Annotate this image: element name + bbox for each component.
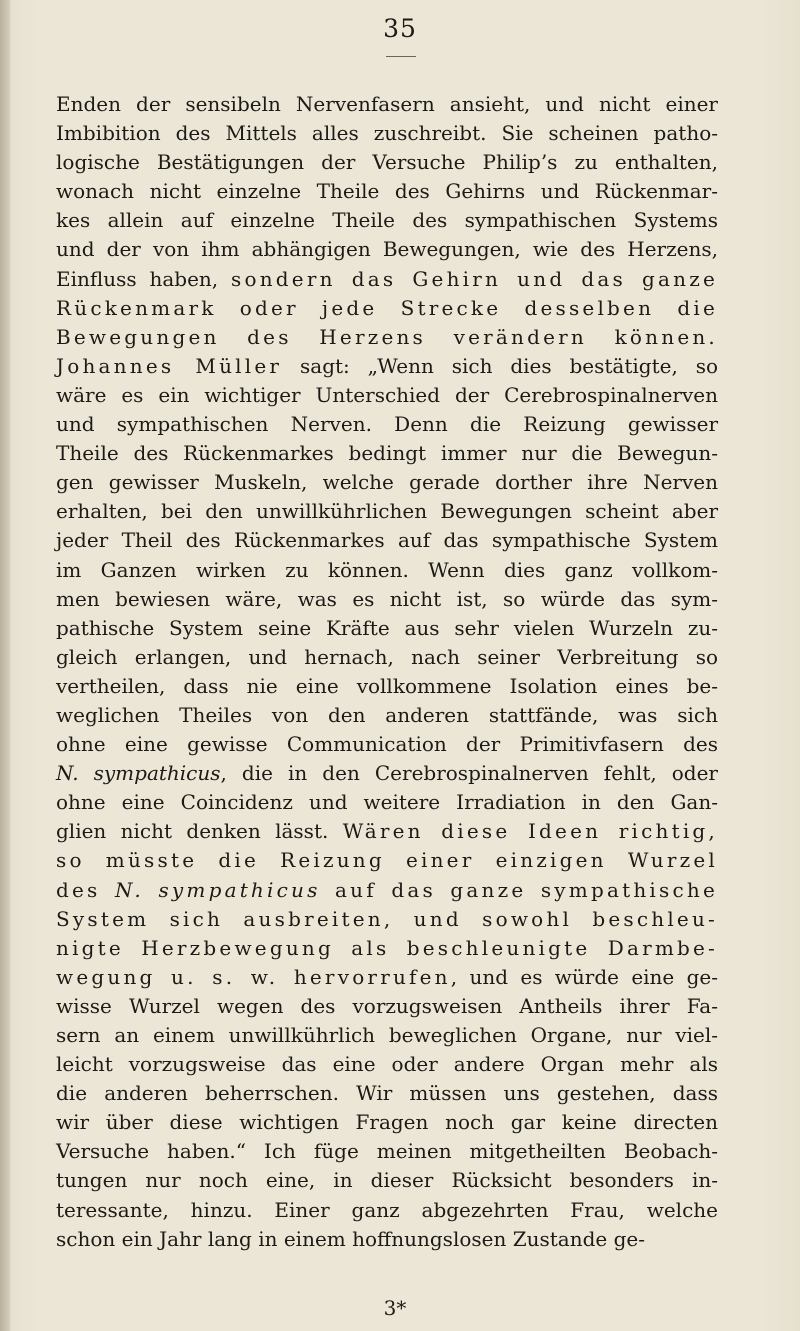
- text-segment: Rückenmark oder jede Strecke desselben die: [56, 295, 718, 320]
- text-line: [56, 1196, 718, 1225]
- text-line: [56, 905, 718, 934]
- text-line: [56, 759, 718, 788]
- text-line: [56, 701, 718, 730]
- text-segment: gleich erlangen, und hernach, nach seiner Verbreitung so: [56, 644, 718, 669]
- text-segment: Versuche haben.“ Ich füge meinen mitgetheilten Beobach-: [56, 1139, 718, 1164]
- text-segment: Theile des Rückenmarkes bedingt immer nur die Bewegun-: [56, 441, 718, 466]
- text-segment: ohne eine Coincidenz und weitere Irradiation in den Gan-: [56, 790, 718, 815]
- text-line: [56, 265, 718, 294]
- text-line: [56, 497, 718, 526]
- text-segment: kes allein auf einzelne Theile des sympathischen Systems: [56, 208, 718, 233]
- text-line: [56, 119, 718, 148]
- text-line: [56, 206, 718, 235]
- text-segment: erhalten, bei den unwillkührlichen Bewegungen scheint aber: [56, 499, 718, 524]
- text-line: [56, 323, 718, 352]
- page-number: 35: [383, 14, 417, 43]
- text-line: [56, 352, 718, 381]
- text-segment: ohne eine gewisse Communication der Primitivfasern des: [56, 732, 718, 757]
- text-segment: und der von ihm abhängigen Bewegungen, wie des Herzens,: [56, 237, 718, 262]
- text-line: [56, 1021, 718, 1050]
- text-line: [56, 963, 718, 992]
- text-segment: leicht vorzugsweise das eine oder andere Organ mehr als: [56, 1052, 718, 1077]
- text-line: [56, 992, 718, 1021]
- text-line: [56, 526, 718, 555]
- page-binding-edge: [0, 0, 10, 1331]
- text-segment: gen gewisser Muskeln, welche gerade dorther ihre Nerven: [56, 470, 718, 495]
- text-line: [56, 1079, 718, 1108]
- text-segment: wisse Wurzel wegen des vorzugsweisen Antheils ihrer Fa-: [56, 993, 718, 1018]
- text-line: [56, 585, 718, 614]
- text-segment: wegung u. s. w. hervorrufen: [56, 964, 451, 989]
- text-segment: Einfluss haben,: [56, 266, 232, 291]
- text-segment: Bewegungen des Herzens verändern können.: [56, 324, 718, 349]
- text-line: [56, 294, 718, 323]
- text-segment: wonach nicht einzelne Theile des Gehirns und Rückenmar-: [56, 179, 718, 204]
- text-line: [56, 846, 718, 875]
- text-segment: auf das ganze sympathische: [320, 877, 718, 902]
- text-line: [56, 876, 718, 905]
- text-segment: Imbibition des Mittels alles zuschreibt. Sie scheinen patho-: [56, 121, 718, 146]
- text-line: [56, 235, 718, 264]
- text-line: [56, 468, 718, 497]
- text-segment: so müsste die Reizung einer einzigen Wurzel: [56, 848, 718, 873]
- text-segment: schon ein Jahr lang in einem hoffnungslosen Zustande ge-: [56, 1226, 645, 1251]
- body-text: [56, 90, 718, 1254]
- text-segment: , und es würde eine ge-: [450, 964, 718, 989]
- text-segment: jeder Theil des Rückenmarkes auf das sympathische System: [56, 528, 718, 553]
- text-segment: teressante, hinzu. Einer ganz abgezehrten Frau, welche: [56, 1197, 718, 1222]
- text-segment: Wären diese Ideen richtig,: [342, 819, 718, 844]
- text-line: [56, 788, 718, 817]
- text-line: [56, 614, 718, 643]
- text-segment: und sympathischen Nerven. Denn die Reizung gewisser: [56, 412, 718, 437]
- page-number-rule: [386, 56, 416, 57]
- text-line: [56, 672, 718, 701]
- text-segment: glien nicht denken lässt.: [56, 819, 343, 844]
- text-line: [56, 556, 718, 585]
- text-line: [56, 817, 718, 846]
- text-segment: pathische System seine Kräfte aus sehr vielen Wurzeln zu-: [56, 615, 718, 640]
- text-segment: sern an einem unwillkührlich beweglichen Organe, nur viel-: [56, 1023, 718, 1047]
- text-line: [56, 1050, 718, 1079]
- text-segment: N. sympathicus: [56, 761, 221, 786]
- text-segment: wäre es ein wichtiger Unterschied der Cerebrospinalnerven: [56, 382, 718, 407]
- text-segment: logische Bestätigungen der Versuche Philip’s zu enthalten,: [56, 150, 718, 175]
- text-segment: nigte Herzbewegung als beschleunigte Darmbe-: [56, 935, 718, 960]
- text-line: [56, 934, 718, 963]
- text-segment: tungen nur noch eine, in dieser Rücksicht besonders in-: [56, 1168, 718, 1193]
- text-segment: vertheilen, dass nie eine vollkommene Isolation eines be-: [56, 673, 718, 698]
- text-line: [56, 439, 718, 468]
- text-line: [56, 1166, 718, 1195]
- text-segment: wir über diese wichtigen Fragen noch gar keine directen: [56, 1110, 718, 1135]
- text-line: [56, 1137, 718, 1166]
- text-line: [56, 1108, 718, 1137]
- text-segment: weglichen Theiles von den anderen stattfände, was sich: [56, 702, 718, 727]
- text-line: [56, 381, 718, 410]
- text-segment: die anderen beherrschen. Wir müssen uns gestehen, dass: [56, 1081, 718, 1106]
- text-segment: men bewiesen wäre, was es nicht ist, so würde das sym-: [56, 586, 718, 611]
- text-segment: N. sympathicus: [114, 877, 321, 902]
- text-line: [56, 148, 718, 177]
- text-segment: , die in den Cerebrospinalnerven fehlt, oder: [220, 761, 718, 786]
- text-line: [56, 730, 718, 759]
- text-line: [56, 177, 718, 206]
- text-segment: im Ganzen wirken zu können. Wenn dies ganz vollkom-: [56, 557, 718, 582]
- text-line: [56, 90, 718, 119]
- signature-mark: 3*: [383, 1296, 407, 1320]
- text-segment: sondern das Gehirn und das ganze: [231, 266, 718, 291]
- text-segment: des: [56, 877, 115, 902]
- text-segment: sagt: „Wenn sich dies bestätigte, so: [282, 353, 718, 378]
- text-segment: Johannes Müller: [56, 353, 283, 378]
- text-segment: System sich ausbreiten, und sowohl beschleu-: [56, 906, 718, 931]
- text-segment: Enden der sensibeln Nervenfasern ansieht, und nicht einer: [56, 92, 718, 116]
- text-line: [56, 1225, 718, 1254]
- text-line: [56, 410, 718, 439]
- text-line: [56, 643, 718, 672]
